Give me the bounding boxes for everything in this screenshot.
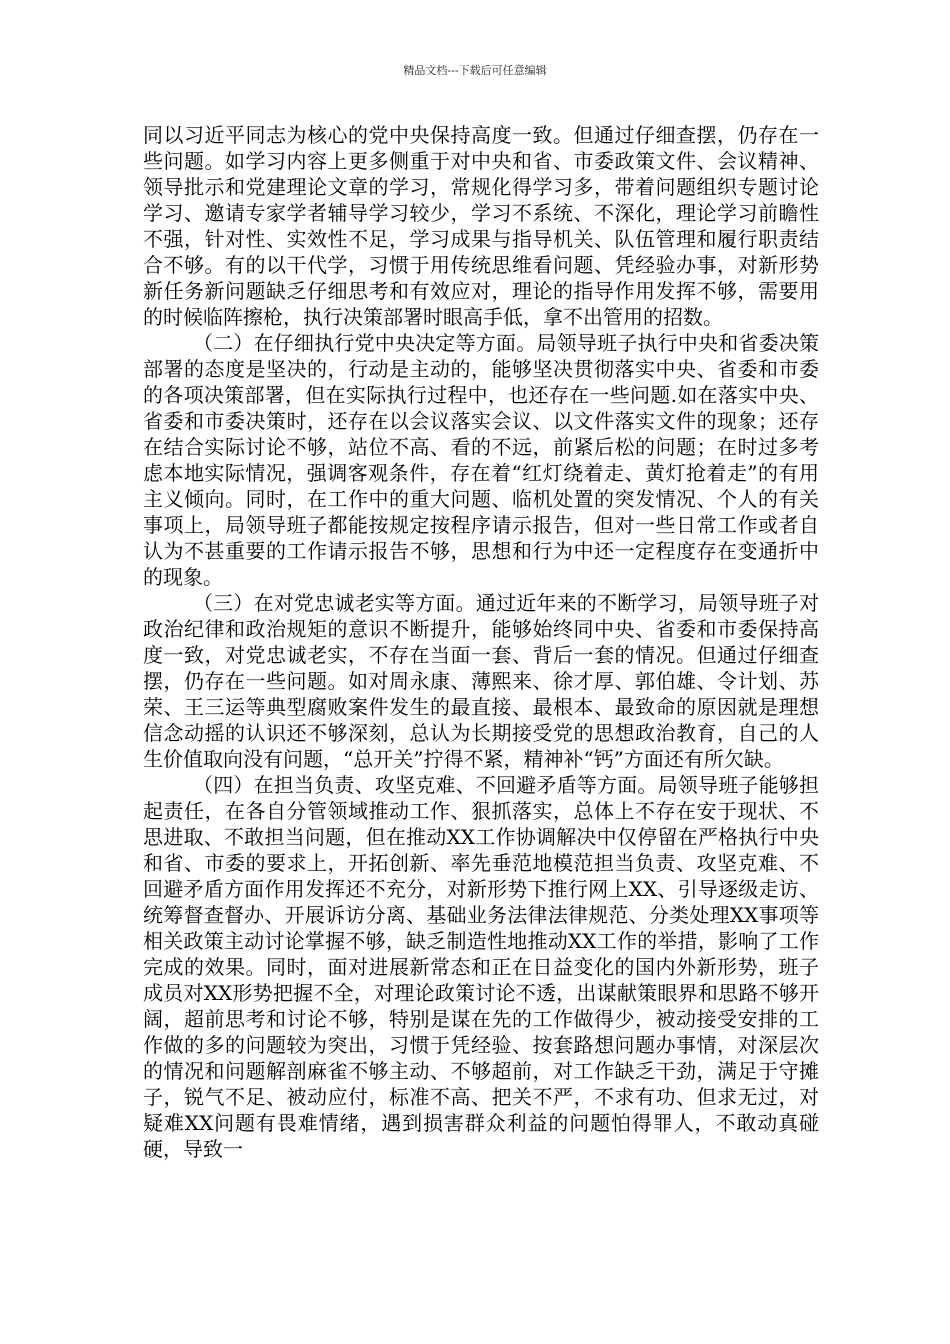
paragraph-section-4: （四）在担当负责、攻坚克难、不回避矛盾等方面。局领导班子能够担起责任，在各自分管领域推动工作、狠抓落实，总体上不存在安于现状、不思进取、不敢担当问题，但在推动XX工作协调解决中仅停留在严格执行中央和省、市委的要求上，开拓创新、率先垂范地模范担当负责、攻坚克难、不回避矛盾方面作用发挥还不充分，对新形势下推行网上XX、引导逐级走访、统筹督查督办、开展诉访分离、基础业务法律法律规范、分类处理XX事项等相关政策主动讨论掌握不够，缺乏制造性地推动XX工作的举措，影响了工作完成的效果。同时，面对进展新常态和正在日益变化的国内外新形势，班子成员对XX形势把握不全，对理论政策讨论不透，出谋献策眼界和思路不够开阔，超前思考和讨论不够，特别是谋在先的工作做得少，被动接受安排的工作做的多的问题较为突出，习惯于凭经验、按套路想问题办事情，对深层次的情况和问题解剖麻雀不够主动、不够超前，对工作缺乏干劲，满足于守摊子，锐气不足、被动应付，标准不高、把关不严，不求有功、但求无过，对疑难XX问题有畏难情绪，遇到损害群众利益的问题怕得罪人，不敢动真碰硬，导致一	[143, 773, 819, 1161]
document-body	[143, 122, 819, 1162]
paragraph-section-2: （二）在仔细执行党中央决定等方面。局领导班子执行中央和省委决策部署的态度是坚决的，行动是主动的，能够坚决贯彻落实中央、省委和市委的各项决策部署，但在实际执行过程中，也还存在一些问题.如在落实中央、省委和市委决策时，还存在以会议落实会议、以文件落实文件的现象；还存在结合实际讨论不够，站位不高、看的不远，前紧后松的问题；在时过多考虑本地实际情况，强调客观条件，存在着“红灯绕着走、黄灯抢着走”的有用主义倾向。同时，在工作中的重大问题、临机处置的突发情况、个人的有关事项上，局领导班子都能按规定按程序请示报告，但对一些日常工作或者自认为不甚重要的工作请示报告不够，思想和行为中还一定程度存在变通折中的现象。	[143, 331, 819, 589]
paragraph-section-3: （三）在对党忠诚老实等方面。通过近年来的不断学习，局领导班子对政治纪律和政治规矩的意识不断提升，能够始终同中央、省委和市委保持高度一致，对党忠诚老实，不存在当面一套、背后一套的情况。但通过仔细查摆，仍存在一些问题。如对周永康、薄熙来、徐才厚、郭伯雄、令计划、苏荣、王三运等典型腐败案件发生的最直接、最根本、最致命的原因就是理想信念动摇的认识还不够深刻，总认为长期接受党的思想政治教育，自己的人生价值取向没有问题，“总开关”拧得不紧，精神补“钙”方面还有所欠缺。	[143, 591, 819, 771]
paragraph-continuation: 同以习近平同志为核心的党中央保持高度一致。但通过仔细查摆，仍存在一些问题。如学习内容上更多侧重于对中央和省、市委政策文件、会议精神、领导批示和党建理论文章的学习，常规化得学习多，带着问题组织专题讨论学习、邀请专家学者辅导学习较少，学习不系统、不深化，理论学习前瞻性不强，针对性、实效性不足，学习成果与指导机关、队伍管理和履行职责结合不够。有的以干代学，习惯于用传统思维看问题、凭经验办事，对新形势新任务新问题缺乏仔细思考和有效应对，理论的指导作用发挥不够，需要用的时候临阵擦枪，执行决策部署时眼高手低，拿不出管用的招数。	[143, 123, 819, 329]
page-header: 精品文档---下载后可任意编辑	[403, 64, 547, 77]
